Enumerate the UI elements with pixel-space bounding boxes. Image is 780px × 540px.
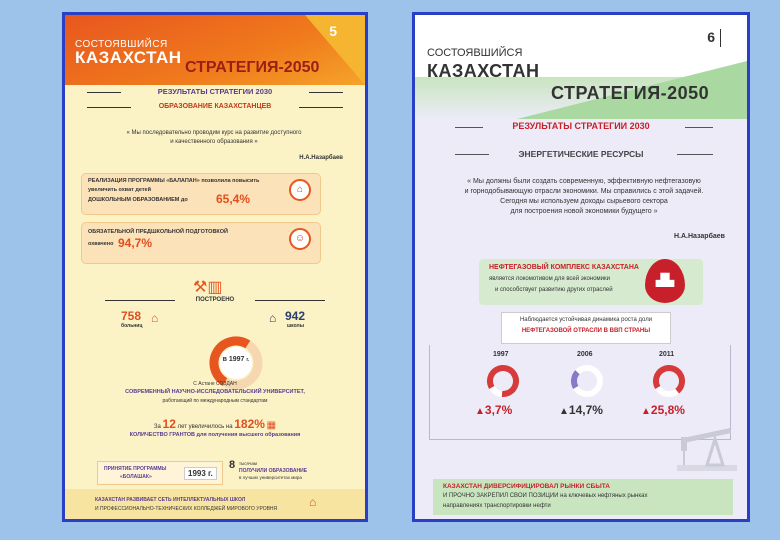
school-icon: ⌂ (269, 311, 277, 325)
gdp-ring-2006 (569, 363, 605, 399)
card-text: охвачено (88, 241, 114, 247)
grants-text: КОЛИЧЕСТВО ГРАНТОВ для получения высшего образования (129, 432, 301, 438)
results-heading: РЕЗУЛЬТАТЫ СТРАТЕГИИ 2030 (157, 87, 273, 96)
quote-author: Н.А.Назарбаев (299, 155, 343, 161)
quote-line: и горнодобывающую отрасли экономики. Мы справились с этой задачей. (464, 188, 704, 196)
oil-drop-icon: ▟▙ (645, 259, 685, 303)
icon-holder (289, 228, 315, 254)
arrow-up-icon: ▲ (559, 406, 569, 417)
bolashak-result: в лучших университетах мира (239, 475, 302, 480)
building-icon: ⌂ (289, 179, 311, 201)
gdp-value-1997: ▲3,7% (475, 403, 513, 417)
oil-text: и способствует развитию других отраслей (495, 287, 613, 293)
people-icon: ▦ (266, 420, 277, 431)
preparation-value: 94,7% (118, 236, 153, 250)
house-icon: ⌂ (151, 311, 159, 325)
footer-text: И ПРОЧНО ЗАКРЕПИЛ СВОИ ПОЗИЦИИ на ключевых нефтяных рынках (443, 493, 648, 499)
title-strategy: СТРАТЕГИЯ-2050 (551, 83, 710, 103)
footer-text: направлениях транспортировки нефти (443, 503, 551, 509)
gdp-title: НЕФТЕГАЗОВОЙ ОТРАСЛИ В ВВП СТРАНЫ (521, 328, 651, 334)
title-kazakhstan: КАЗАХСТАН (75, 48, 182, 67)
poster-education (62, 12, 368, 522)
quote-line: Сегодня мы используем доходы сырьевого сектора (500, 198, 668, 206)
card-text: РЕАЛИЗАЦИЯ ПРОГРАММЫ «БАЛАПАН» позволила повысить (88, 178, 260, 184)
section-heading: ЭНЕРГЕТИЧЕСКИЕ РЕСУРСЫ (518, 149, 644, 159)
footer-text: КАЗАХСТАН РАЗВИВАЕТ СЕТЬ ИНТЕЛЛЕКТУАЛЬНЫХ ШКОЛ (95, 497, 246, 503)
oil-text: является локомотивом для всей экономики (489, 276, 610, 282)
footer-title: КАЗАХСТАН ДИВЕРСИФИЦИРОВАЛ РЫНКИ СБЫТА (443, 483, 610, 490)
arrow-up-icon: ▲ (475, 406, 485, 417)
house-icon: ⌂ (309, 495, 317, 509)
page-number: 5 (329, 23, 337, 39)
oil-title: НЕФТЕГАЗОВЫЙ КОМПЛЕКС КАЗАХСТАНА (489, 264, 639, 271)
bolashak-unit: тысячам (239, 461, 257, 466)
card-preparation (81, 222, 321, 264)
bolashak-text: ПРИНЯТИЕ ПРОГРАММЫ (104, 466, 167, 472)
children-icon: ☺ (289, 228, 311, 250)
bolashak-count: 8 (229, 459, 236, 471)
bolashak-result: ПОЛУЧИЛИ ОБРАЗОВАНИЕ (239, 468, 308, 474)
bolashak-box (97, 461, 223, 485)
gdp-share-box (501, 312, 671, 344)
schools-label: школы (287, 323, 304, 329)
card-text: увеличить охват детей (88, 187, 151, 193)
gdp-text: Наблюдается устойчивая динамика роста доли (519, 317, 653, 323)
section-heading: ОБРАЗОВАНИЕ КАЗАХСТАНЦЕВ (158, 103, 272, 110)
results-heading: РЕЗУЛЬТАТЫ СТРАТЕГИИ 2030 (512, 121, 650, 131)
footer-band (433, 479, 733, 515)
quote-author: Н.А.Назарбаев (673, 233, 725, 240)
gdp-value-2011: ▲25,8% (641, 403, 685, 417)
page-number: 6 (707, 29, 715, 45)
title-small: СОСТОЯВШИЙСЯ (75, 39, 168, 50)
oil-pump-icon (677, 419, 737, 471)
card-text: ДОШКОЛЬНЫМ ОБРАЗОВАНИЕМ до (88, 197, 188, 203)
gdp-ring-arc (485, 363, 521, 399)
quote-line: для построения новой экономики будущего » (510, 208, 658, 216)
gdp-year-1997: 1997 (493, 351, 509, 358)
bolashak-text: «БОЛАШАК» (120, 474, 152, 480)
card-preschool (81, 173, 321, 215)
year-label: в 1997 г. (222, 356, 250, 363)
quote-line: и качественного образования » (170, 139, 258, 145)
gdp-ring-1997 (485, 363, 521, 399)
quote (437, 177, 731, 218)
title-small: СОСТОЯВШИЙСЯ (427, 47, 523, 59)
icon-holder (289, 179, 315, 205)
quote-line: « Мы должны были создать современную, эффективную нефтегазовую (467, 178, 701, 185)
gdp-year-2006: 2006 (577, 351, 593, 358)
poster-energy (412, 12, 750, 522)
university-text: работающий по международным стандартам (162, 398, 268, 404)
quote-line: « Мы последовательно проводим курс на развитие доступного (126, 130, 302, 136)
gdp-value-2006: ▲14,7% (559, 403, 603, 417)
title-kazakhstan: КАЗАХСТАН (427, 61, 540, 81)
arrow-up-icon: ▲ (641, 406, 651, 417)
schools-count: 942 (285, 309, 306, 323)
footer-band (65, 489, 365, 522)
kindergartens-count: 758 (121, 309, 142, 323)
bolashak-year: 1993 г. (184, 467, 217, 480)
preschool-value: 65,4% (216, 192, 251, 206)
quote (89, 129, 339, 147)
kindergartens-label: больниц (121, 323, 143, 329)
construction-icon: ⚒▥ (193, 279, 223, 296)
divider (720, 29, 721, 47)
built-heading: ПОСТРОЕНО (195, 297, 235, 303)
university-text: С Астане СОЗДАН (193, 381, 237, 387)
title-strategy: СТРАТЕГИЯ-2050 (185, 59, 320, 76)
university-title: СОВРЕМЕННЫЙ НАУЧНО-ИССЛЕДОВАТЕЛЬСКИЙ УНИВЕРСИТЕТ, (125, 389, 305, 395)
footer-text: И ПРОФЕССИОНАЛЬНО-ТЕХНИЧЕСКИХ КОЛЛЕДЖЕЙ МИРОВОГО УРОВНЯ (95, 506, 278, 512)
card-text: ОБЯЗАТЕЛЬНОЙ ПРЕДШКОЛЬНОЙ ПОДГОТОВКОЙ (88, 229, 229, 235)
gdp-ring-2011 (651, 363, 687, 399)
grants-line: За 12 лет увеличилось на 182% ▦ (153, 417, 277, 431)
gdp-year-2011: 2011 (659, 351, 675, 358)
